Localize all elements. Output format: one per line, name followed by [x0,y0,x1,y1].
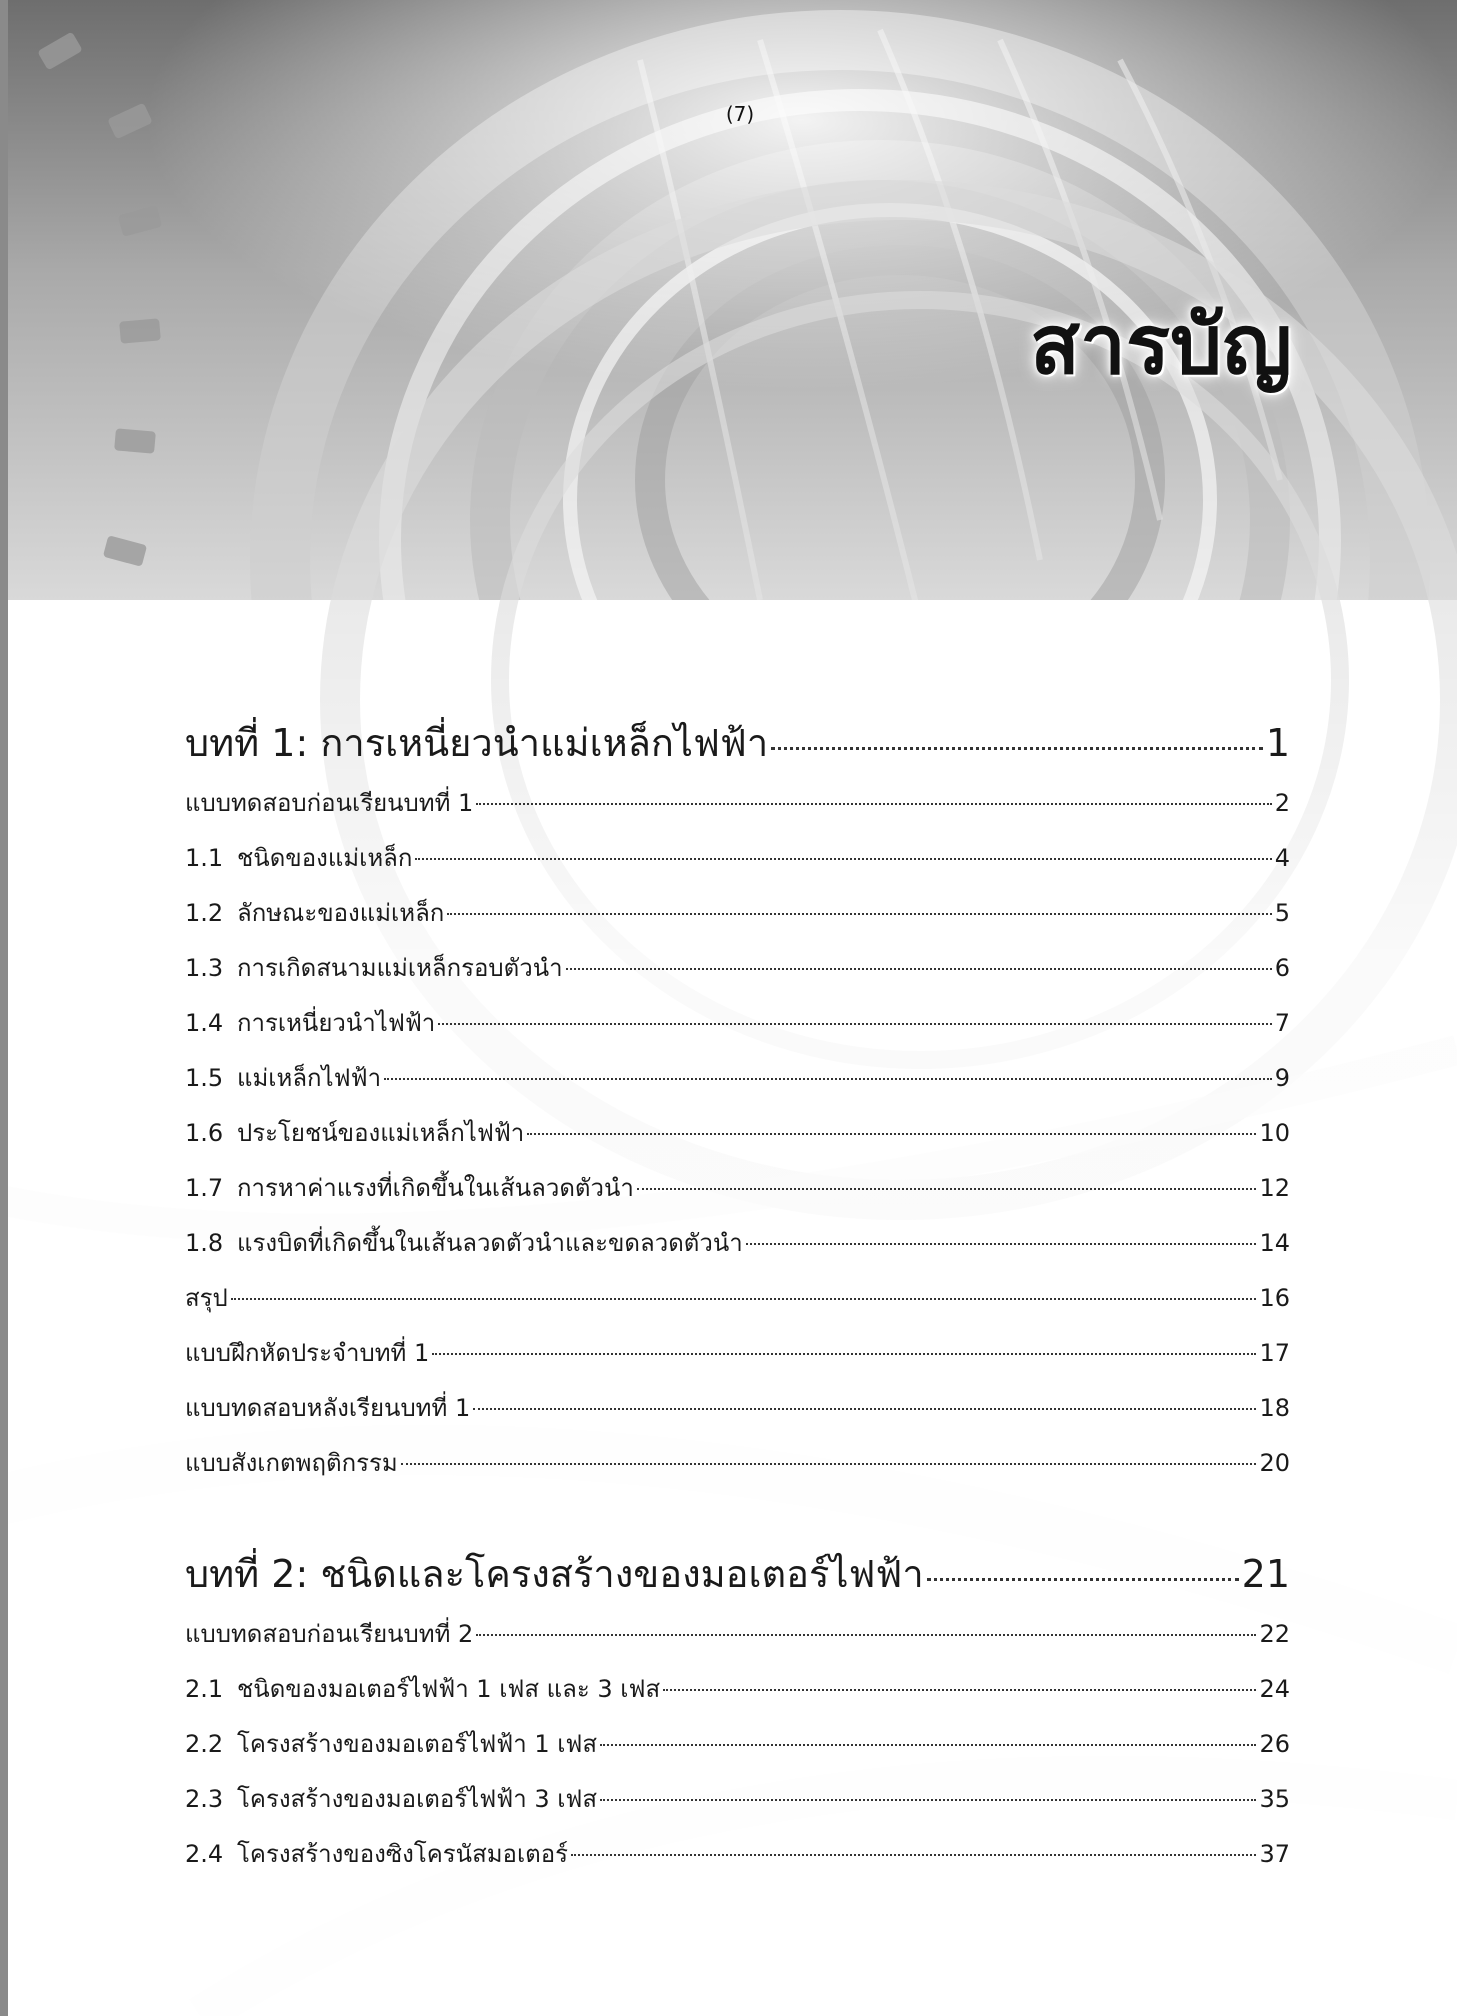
entry-page-number: 4 [1274,844,1290,872]
entry-text: แรงบิดที่เกิดขึ้นในเส้นลวดตัวนำและขดลวดตัวนำ [237,1229,743,1257]
dot-leader [384,1078,1272,1080]
toc-entry[interactable] [185,1161,1290,1216]
dot-leader [663,1689,1256,1691]
chapter-page-number: 1 [1265,721,1290,765]
toc-entry[interactable] [185,831,1290,886]
toc-entry[interactable] [185,1381,1290,1436]
entry-page-number: 35 [1259,1785,1290,1813]
chapter-heading-text: บทที่ 2: ชนิดและโครงสร้างของมอเตอร์ไฟฟ้า [185,1552,924,1596]
entry-page-number: 2 [1274,789,1290,817]
dot-leader [231,1298,1257,1300]
toc-entry[interactable] [185,776,1290,831]
dot-leader [473,1408,1256,1410]
page-number: (7) [725,102,755,126]
dot-leader [401,1463,1257,1465]
entry-page-number: 10 [1259,1119,1290,1147]
entry-text: การเกิดสนามแม่เหล็กรอบตัวนำ [237,954,563,982]
entry-number: 1.7 [185,1174,224,1202]
entry-page-number: 20 [1259,1449,1290,1477]
dot-leader [600,1799,1256,1801]
dot-leader [571,1854,1256,1856]
dot-leader [566,968,1272,970]
entry-page-number: 18 [1259,1394,1290,1422]
toc-entry[interactable] [185,1436,1290,1491]
chapter-heading[interactable] [185,1545,1290,1603]
entry-page-number: 5 [1274,899,1290,927]
dot-leader [527,1133,1256,1135]
entry-page-number: 17 [1259,1339,1290,1367]
toc-entry[interactable] [185,1326,1290,1381]
page-edge [0,0,8,2016]
dot-leader [447,913,1271,915]
dot-leader [771,747,1263,750]
entry-number: 1.5 [185,1064,224,1092]
entry-text: การเหนี่ยวนำไฟฟ้า [237,1009,436,1037]
chapter-page-number: 21 [1241,1552,1290,1596]
chapter-2 [185,1545,1290,1882]
dot-leader [432,1353,1256,1355]
toc-entry[interactable] [185,1106,1290,1161]
entry-text: แม่เหล็กไฟฟ้า [237,1064,382,1092]
dot-leader [415,858,1271,860]
entry-text: ชนิดของแม่เหล็ก [237,844,413,872]
entry-text: ชนิดของมอเตอร์ไฟฟ้า 1 เฟส และ 3 เฟส [237,1675,661,1703]
entry-page-number: 6 [1274,954,1290,982]
entry-number: 1.8 [185,1229,224,1257]
entry-page-number: 9 [1274,1064,1290,1092]
entry-number: 2.1 [185,1675,224,1703]
toc-entry[interactable] [185,1662,1290,1717]
entry-text: โครงสร้างของซิงโครนัสมอเตอร์ [237,1840,569,1868]
dot-leader [438,1023,1271,1025]
entry-page-number: 16 [1259,1284,1290,1312]
toc-entry[interactable] [185,1271,1290,1326]
toc-entry[interactable] [185,1827,1290,1882]
entry-page-number: 7 [1274,1009,1290,1037]
table-of-contents [185,714,1290,1936]
toc-entry[interactable] [185,886,1290,941]
entry-number: 2.4 [185,1840,224,1868]
entry-page-number: 22 [1259,1620,1290,1648]
entry-page-number: 14 [1259,1229,1290,1257]
dot-leader [476,1634,1256,1636]
entry-number: 1.2 [185,899,224,927]
toc-entry[interactable] [185,1051,1290,1106]
entry-text: แบบฝึกหัดประจำบทที่ 1 [185,1339,430,1367]
entry-text: แบบทดสอบก่อนเรียนบทที่ 2 [185,1620,474,1648]
entry-text: การหาค่าแรงที่เกิดขึ้นในเส้นลวดตัวนำ [237,1174,634,1202]
dot-leader [476,803,1271,805]
entry-page-number: 26 [1259,1730,1290,1758]
dot-leader [927,1578,1239,1581]
entry-page-number: 24 [1259,1675,1290,1703]
entry-page-number: 12 [1259,1174,1290,1202]
entry-text: ลักษณะของแม่เหล็ก [237,899,445,927]
entry-number: 1.4 [185,1009,224,1037]
toc-entry[interactable] [185,1772,1290,1827]
chapter-1 [185,714,1290,1491]
entry-text: แบบสังเกตพฤติกรรม [185,1449,398,1477]
entry-number: 1.6 [185,1119,224,1147]
toc-entry[interactable] [185,941,1290,996]
toc-entry[interactable] [185,1216,1290,1271]
entry-text: สรุป [185,1284,228,1312]
entry-text: แบบทดสอบก่อนเรียนบทที่ 1 [185,789,474,817]
entry-page-number: 37 [1259,1840,1290,1868]
entry-text: โครงสร้างของมอเตอร์ไฟฟ้า 3 เฟส [237,1785,598,1813]
entry-number: 1.3 [185,954,224,982]
entry-text: โครงสร้างของมอเตอร์ไฟฟ้า 1 เฟส [237,1730,598,1758]
dot-leader [637,1188,1257,1190]
dot-leader [600,1744,1256,1746]
entry-number: 2.2 [185,1730,224,1758]
toc-entry[interactable] [185,996,1290,1051]
chapter-heading[interactable] [185,714,1290,772]
chapter-heading-text: บทที่ 1: การเหนี่ยวนำแม่เหล็กไฟฟ้า [185,721,769,765]
toc-entry[interactable] [185,1717,1290,1772]
entry-number: 1.1 [185,844,224,872]
entry-number: 2.3 [185,1785,224,1813]
toc-entry[interactable] [185,1607,1290,1662]
entry-text: ประโยชน์ของแม่เหล็กไฟฟ้า [237,1119,525,1147]
dot-leader [746,1243,1257,1245]
entry-text: แบบทดสอบหลังเรียนบทที่ 1 [185,1394,471,1422]
page-title: สารบัญ [1029,298,1292,393]
